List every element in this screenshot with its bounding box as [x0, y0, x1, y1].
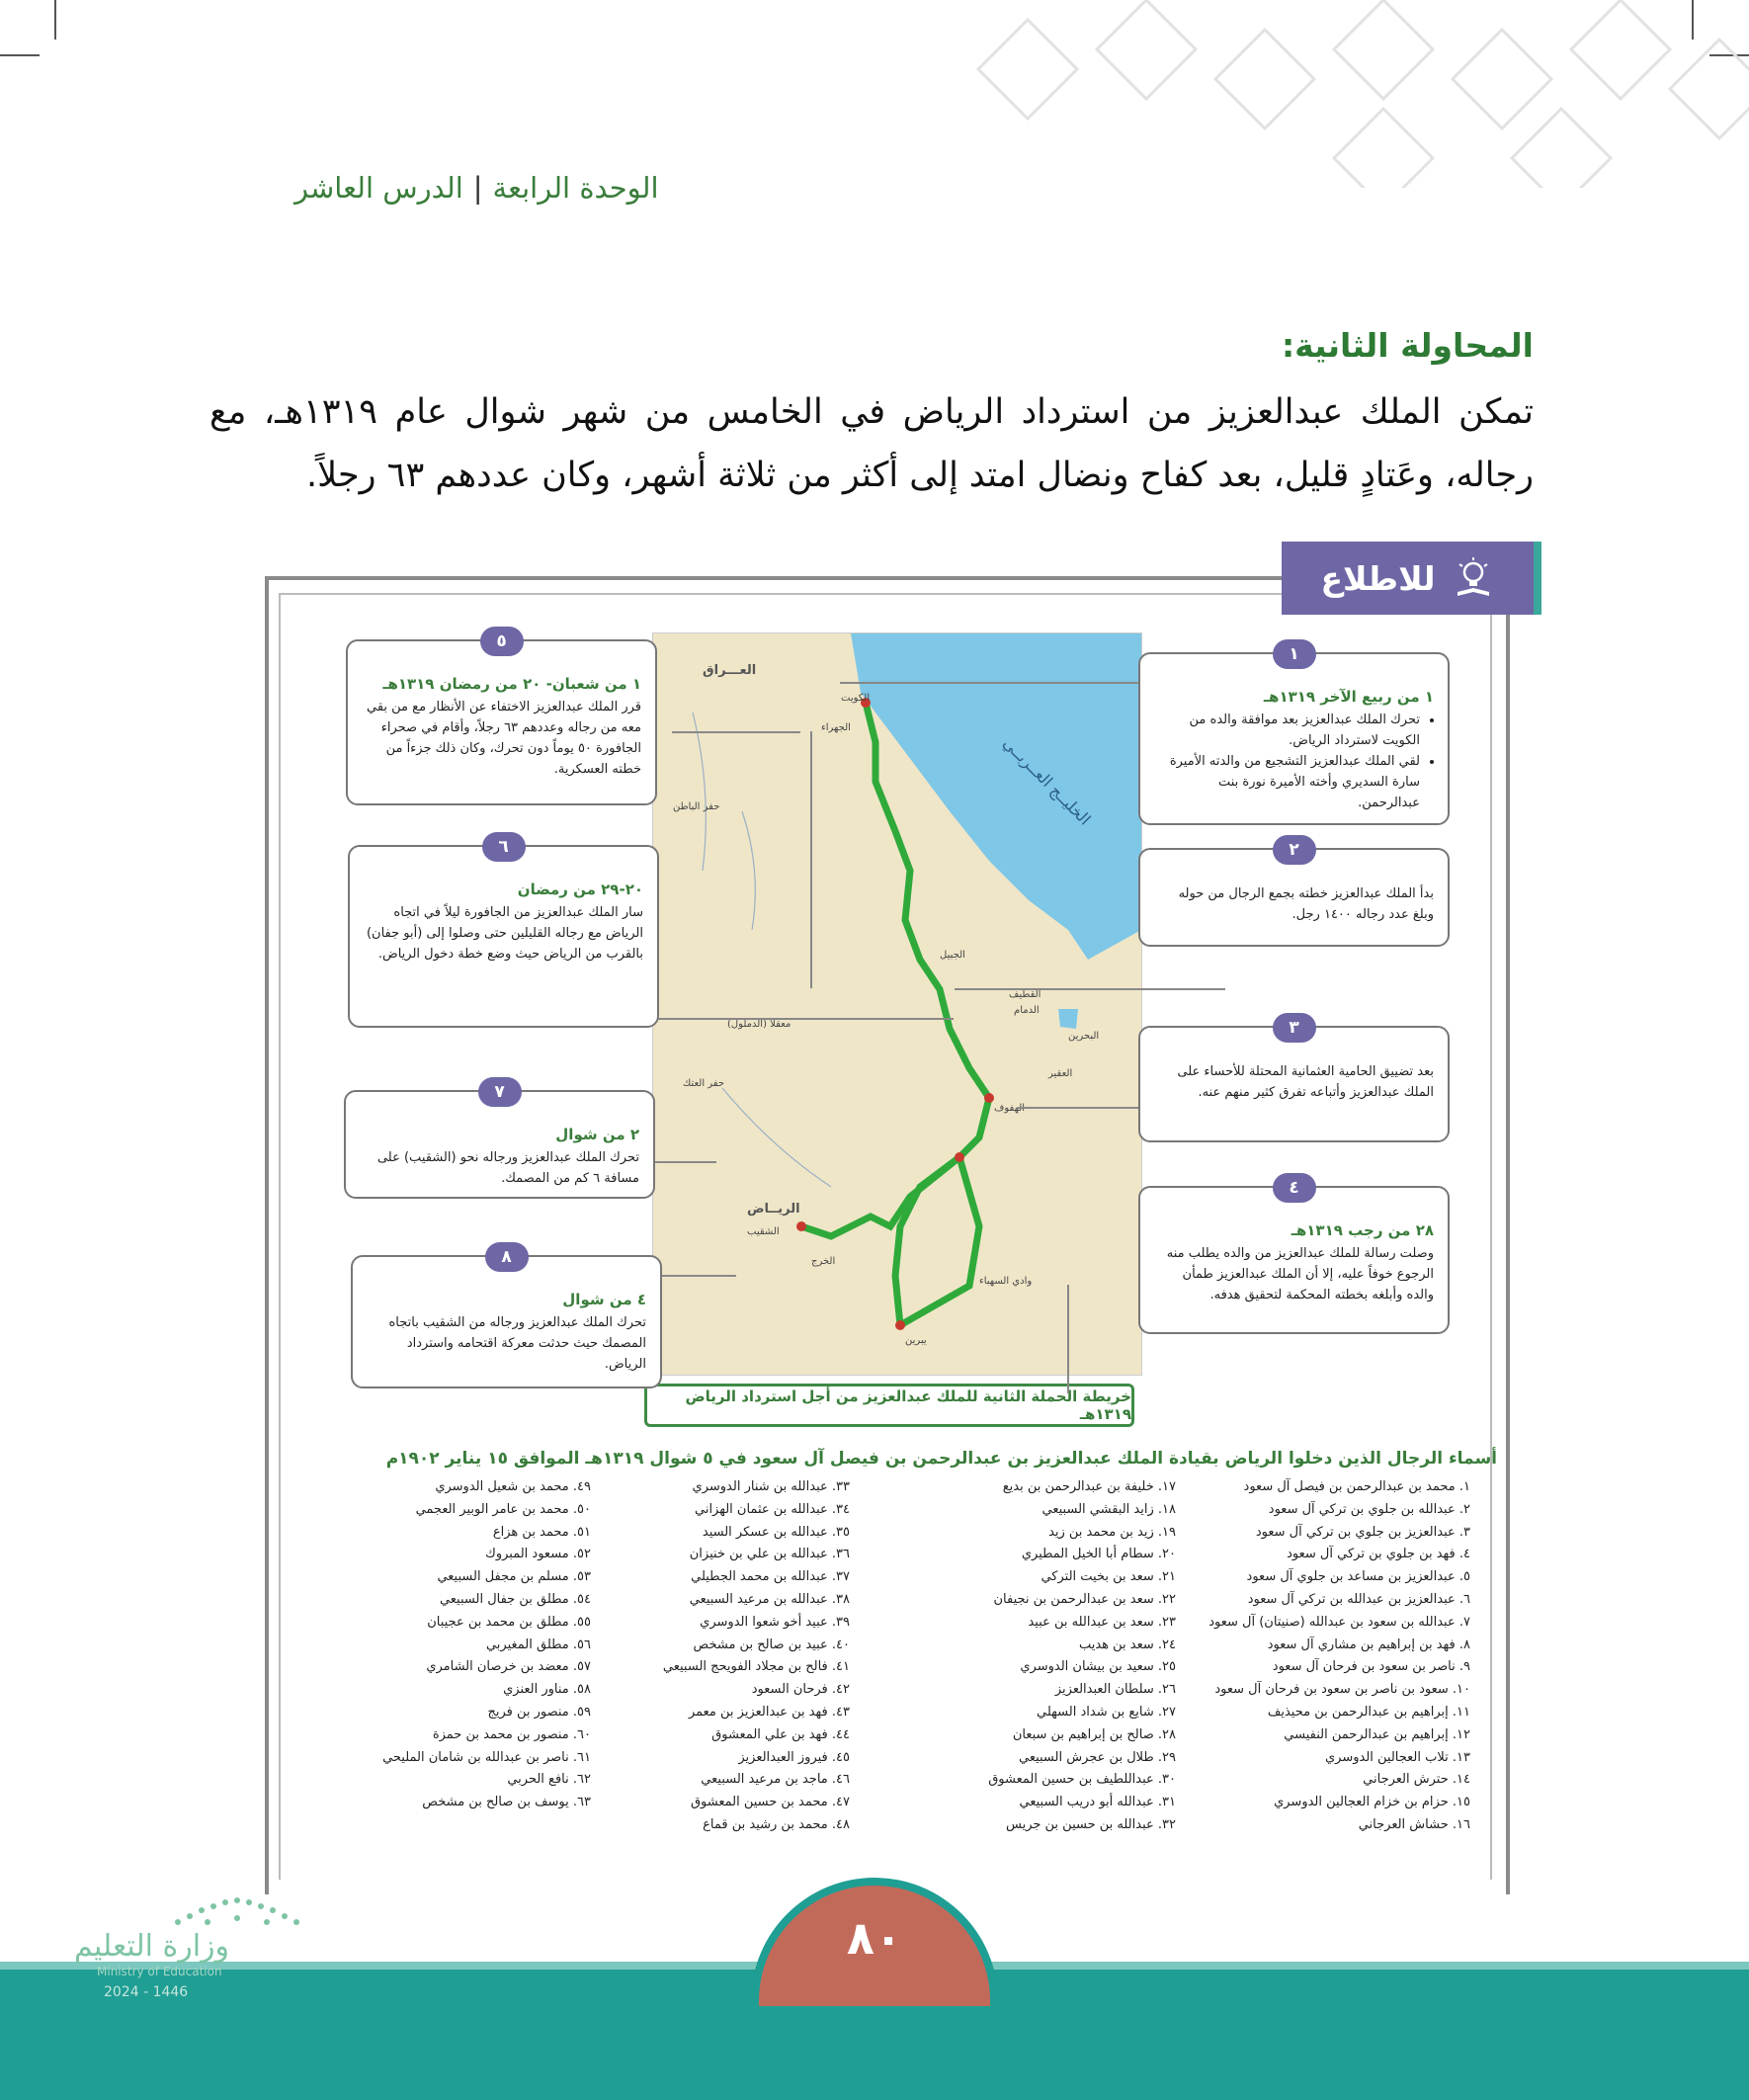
map-label-kharj: الخرج [811, 1256, 836, 1267]
map-label-dammam: الدمام [1014, 1005, 1040, 1016]
callout-6 [348, 837, 659, 1028]
name-entry: ٤٠. عبيد بن صالح بن مشخص [693, 1637, 850, 1652]
leader-line [955, 988, 1225, 990]
callout-text: قرر الملك عبدالعزيز الاختفاء عن الأنظار مع من بقي معه من رجاله وعددهم ٦٣ رجلاً، وأقام في صحراء الجافورة ٥٠ يوماً دون تحرك، وكان ذلك جزءاً من خطته العسكرية. [367, 700, 641, 777]
map-label-shuqayb: الشقيب [747, 1226, 780, 1237]
callout-2 [1138, 840, 1450, 947]
name-entry: ٢٣. سعد بن عبدالله بن عبيد [1028, 1614, 1176, 1630]
name-entry: ١٥. حزام بن خزام العجالين الدوسري [1274, 1795, 1470, 1810]
map-label-gulf: الخليــج العــربــي [999, 733, 1095, 829]
name-entry: ٢٠. سطام أبا الخيل المطيري [1021, 1547, 1176, 1562]
name-entry: ٧. عبدالله بن سعود بن عبدالله (صنيتان) آل سعود [1208, 1614, 1470, 1630]
map-label-qatif: القطيف [1009, 989, 1041, 1000]
callout-date: ١ من ربيع الآخر ١٣١٩هـ [1263, 688, 1434, 706]
callout-number: ٧ [478, 1077, 522, 1107]
name-entry: ٣٧. عبدالله بن محمد الجطيلي [691, 1569, 850, 1585]
name-entry: ١٦. حشاش العرجاني [1358, 1816, 1470, 1832]
map-graphic [653, 633, 1141, 1375]
names-column [1208, 1476, 1470, 1837]
info-banner-label: للاطلاع [1320, 558, 1436, 598]
name-entry: ٢٦. سلطان العبدالعزيز [1054, 1682, 1176, 1698]
name-entry: ٥٤. مطلق بن جفال السبيعي [439, 1591, 591, 1607]
name-entry: ١٢. إبراهيم بن عبدالرحمن النفيسي [1284, 1726, 1470, 1742]
map-label-bahrain: البحرين [1068, 1031, 1100, 1042]
name-entry: ٥٩. منصور بن فريج [487, 1704, 591, 1720]
names-column [988, 1476, 1176, 1837]
callout-1 [1138, 644, 1450, 825]
map-label-jubail: الجبيل [940, 950, 965, 961]
map-label-summan: معقلا (الدملول) [727, 1019, 791, 1030]
crop-mark [54, 0, 56, 40]
callout-date: ٢٠-٢٩ من رمضان [517, 881, 643, 898]
unit-label: الوحدة الرابعة [492, 171, 659, 205]
yabrin-marker [895, 1320, 905, 1330]
ministry-name-en: Ministry of Education [97, 1965, 222, 1978]
name-entry: ٢. عبدالله بن جلوي بن تركي آل سعود [1268, 1501, 1470, 1517]
riyadh-marker [796, 1221, 806, 1231]
callout-date: ١ من شعبان- ٢٠ من رمضان ١٣١٩هـ [382, 675, 641, 693]
names-column [382, 1476, 591, 1814]
map-label-iraq: العـــراق [703, 663, 757, 678]
names-column [663, 1476, 850, 1837]
names-title: أسماء الرجال الذين دخلوا الرياض بقيادة الملك عبدالعزيز بن عبدالرحمن بن فيصل آل سعود في ٥ شوال ١٣١٩هـ الموافق ١٥ يناير ١٩٠٢م [385, 1449, 1497, 1469]
leader-line [1018, 1107, 1138, 1109]
callout-3 [1138, 1018, 1450, 1142]
callout-date: ٢ من شوال [555, 1126, 639, 1143]
decorative-pattern [968, 0, 1749, 188]
callout-text: سار الملك عبدالعزيز من الجافورة ليلاً في اتجاه الرياض مع رجاله القليلين حتى وصلوا إلى (أبو جفان) بالقرب من الرياض حيث وضع خطة دخول الرياض. [366, 905, 643, 962]
jafura-marker [955, 1152, 964, 1162]
leader-line [810, 731, 812, 988]
info-banner [1282, 542, 1534, 615]
ministry-logo-icon [168, 1892, 306, 1932]
name-entry: ٥٠. محمد بن عامر الوبير العجمي [415, 1501, 591, 1517]
name-entry: ٤٥. فيروز العبدالعزيز [738, 1749, 850, 1765]
name-entry: ٣٤. عبدالله بن عثمان الهزاني [694, 1501, 850, 1517]
callout-text: وصلت رسالة للملك عبدالعزيز من والده يطلب منه الرجوع خوفاً عليه، إلا أن الملك عبدالعزيز طمأن والده وأبلغه بخطته المحكمة لتحقيق هدفه. [1166, 1246, 1434, 1302]
callout-number: ٢ [1273, 835, 1316, 865]
name-entry: ٣٥. عبدالله بن عسكر السيد [702, 1524, 850, 1540]
header-separator: | [472, 171, 483, 205]
name-entry: ٦٠. منصور بن محمد بن حمزة [432, 1726, 591, 1742]
hasa-marker [984, 1093, 994, 1103]
name-entry: ٥١. محمد بن هزاع [492, 1524, 591, 1540]
name-entry: ٤٢. فرحان السعود [751, 1682, 850, 1698]
callout-number: ٥ [480, 627, 524, 656]
campaign-map [652, 632, 1142, 1376]
name-entry: ٦١. ناصر بن عبدالله بن شامان المليحي [382, 1749, 591, 1765]
callout-number: ٣ [1273, 1013, 1316, 1043]
name-entry: ٣٦. عبدالله بن علي بن خنيزان [689, 1547, 850, 1562]
callout-text: تحرك الملك عبدالعزيز ورجاله نحو (الشقيب) على مسافة ٦ كم من المصمك. [376, 1150, 639, 1186]
name-entry: ٤٤. فهد بن علي المعشوق [711, 1726, 850, 1742]
name-entry: ٢٥. سعيد بن بيشان الدوسري [1020, 1659, 1176, 1675]
name-entry: ٤٣. فهد بن عبدالعزيز بن معمر [688, 1704, 850, 1720]
crop-mark [0, 54, 40, 56]
callout-text: بدأ الملك عبدالعزيز خطته بجمع الرجال من حوله وبلغ عدد رجاله ١٤٠٠ رجل. [1178, 886, 1434, 922]
name-entry: ٣٩. عبيد أخو شعوا الدوسري [700, 1614, 850, 1630]
name-entry: ٣٠. عبداللطيف بن حسين المعشوق [988, 1772, 1176, 1788]
map-label-sahba: وادي السهباء [979, 1276, 1033, 1287]
map-caption: خريطة الحملة الثانية للملك عبدالعزيز من أجل استرداد الرياض ١٣١٩هـ [644, 1384, 1134, 1427]
callout-date: ٢٨ من رجب ١٣١٩هـ [1291, 1221, 1434, 1239]
name-entry: ١٠. سعود بن ناصر بن سعود بن فرحان آل سعود [1214, 1682, 1470, 1698]
ministry-name: وزارة التعليم [74, 1929, 230, 1964]
callout-7 [344, 1082, 655, 1199]
name-entry: ٤٨. محمد بن رشيد بن قماع [703, 1816, 850, 1832]
callout-text: تحرك الملك عبدالعزيز ورجاله من الشقيب باتجاه المصمك حيث حدثت معركة اقتحامه واسترداد الرياض. [388, 1315, 646, 1372]
name-entry: ٦٣. يوسف بن صالح بن مشخص [422, 1795, 591, 1810]
leader-line [637, 1018, 954, 1020]
edition-year: 2024 - 1446 [104, 1984, 189, 2000]
name-entry: ٥٧. معضد بن خرصان الشامري [426, 1659, 591, 1675]
name-entry: ٣٣. عبدالله بن شنار الدوسري [692, 1479, 850, 1494]
name-entry: ٥٥. مطلق بن محمد بن عجيبان [427, 1614, 591, 1630]
callout-bullets [1154, 710, 1434, 813]
name-entry: ٣. عبدالعزيز بن جلوي بن تركي آل سعود [1255, 1524, 1470, 1540]
map-label-uqair: العقير [1048, 1068, 1073, 1079]
leader-line [672, 731, 800, 733]
name-entry: ٤١. فالح بن مجلاد الفويحج السبيعي [662, 1659, 850, 1675]
lesson-label: الدرس العاشر [294, 171, 463, 205]
map-label-jahra: الجهراء [821, 722, 851, 733]
name-entry: ٢٩. طلال بن عجرش السبيعي [1018, 1749, 1176, 1765]
name-entry: ٣١. عبدالله أبو دريب السبيعي [1019, 1795, 1176, 1810]
callout-number: ٦ [482, 832, 526, 862]
name-entry: ٥٨. مناور العنزي [503, 1682, 591, 1698]
callout-text: بعد تضييق الحامية العثمانية المحتلة للأحساء على الملك عبدالعزيز وأتباعه تفرق كثير منهم عنه. [1177, 1064, 1434, 1100]
callout-4 [1138, 1178, 1450, 1334]
name-entry: ٤٦. ماجد بن مرعيد السبيعي [701, 1772, 850, 1788]
name-entry: ٤٧. محمد بن حسين المعشوق [690, 1795, 850, 1810]
name-entry: ٥٣. مسلم بن مجفل السبيعي [437, 1569, 591, 1585]
map-label-aatk: حفر العتك [683, 1078, 725, 1089]
map-label-hafr: حفر الباطن [673, 801, 720, 812]
unit-lesson-header [294, 171, 659, 205]
callout-8 [351, 1247, 662, 1388]
map-label-hasa: الهفوف [994, 1103, 1026, 1114]
callout-bullet: • تحرك الملك عبدالعزيز بعد موافقة والده من الكويت لاسترداد الرياض. [1154, 710, 1420, 751]
name-entry: ٢١. سعد بن بخيت التركي [1041, 1569, 1176, 1585]
name-entry: ٢٤. سعد بن هديب [1078, 1637, 1176, 1652]
name-entry: ١٧. خليفة بن عبدالرحمن بن بديع [1002, 1479, 1176, 1494]
name-entry: ١١. إبراهيم بن عبدالرحمن بن محيذيف [1267, 1704, 1470, 1720]
section-title: المحاولة الثانية: [1281, 326, 1534, 365]
name-entry: ١٩. زيد بن محمد بن زيد [1048, 1524, 1176, 1540]
leader-line [1067, 1285, 1069, 1393]
callout-number: ٨ [485, 1242, 529, 1272]
name-entry: ٦٢. نافع الحربي [507, 1772, 591, 1788]
callout-number: ١ [1273, 639, 1316, 669]
callout-number: ٤ [1273, 1173, 1316, 1203]
name-entry: ١٨. زايد البقشي السبيعي [1041, 1501, 1176, 1517]
intro-paragraph: تمكن الملك عبدالعزيز من استرداد الرياض في الخامس من شهر شوال عام ١٣١٩هـ، مع رجاله، وعَتادٍ قليل، بعد كفاح ونضال امتد إلى أكثر من ثلاثة أشهر، وكان عددهم ٦٣ رجلاً. [209, 392, 1534, 495]
name-entry: ٥. عبدالعزيز بن مساعد بن جلوي آل سعود [1246, 1569, 1470, 1585]
map-label-riyadh: الريــاض [747, 1202, 800, 1217]
name-entry: ١٣. تلاب العجالين الدوسري [1324, 1749, 1470, 1765]
name-entry: ٤. فهد بن جلوي بن تركي آل سعود [1287, 1547, 1470, 1562]
name-entry: ٢٨. صالح بن إبراهيم بن سبعان [1012, 1726, 1176, 1742]
name-entry: ١. محمد بن عبدالرحمن بن فيصل آل سعود [1243, 1479, 1470, 1494]
name-entry: ٢٢. سعد بن عبدالرحمن بن نجيفان [993, 1591, 1176, 1607]
leader-line [840, 682, 1138, 684]
callout-5 [346, 631, 657, 805]
name-entry: ٣٨. عبدالله بن مرعيد السبيعي [689, 1591, 850, 1607]
lightbulb-book-icon [1452, 556, 1495, 600]
name-entry: ٢٧. شايع بن شداد السهلي [1037, 1704, 1176, 1720]
name-entry: ٤٩. محمد بن شعيل الدوسري [435, 1479, 591, 1494]
callout-bullet: • لقي الملك عبدالعزيز التشجيع من والدته الأميرة سارة السديري وأخته الأميرة نورة بنت عبدالرحمن. [1154, 751, 1420, 813]
name-entry: ١٤. حترش العرجاني [1363, 1772, 1470, 1788]
name-entry: ٥٢. مسعود المبروك [485, 1547, 591, 1562]
name-entry: ٩. ناصر بن سعود بن فرحان آل سعود [1272, 1659, 1470, 1675]
map-label-yabrin: يبرين [905, 1335, 927, 1346]
page-number-tab [751, 1878, 998, 2006]
map-label-kuwait: الكويت [841, 693, 871, 704]
page-number: ٨٠ [846, 1911, 903, 1965]
name-entry: ٣٢. عبدالله بن حسين بن جريس [1006, 1816, 1176, 1832]
callout-date: ٤ من شوال [562, 1291, 646, 1308]
name-entry: ٥٦. مطلق المغيربي [485, 1637, 591, 1652]
name-entry: ٦. عبدالعزيز بن عبدالله بن تركي آل سعود [1247, 1591, 1470, 1607]
name-entry: ٨. فهد بن إبراهيم بن مشاري آل سعود [1267, 1637, 1470, 1652]
